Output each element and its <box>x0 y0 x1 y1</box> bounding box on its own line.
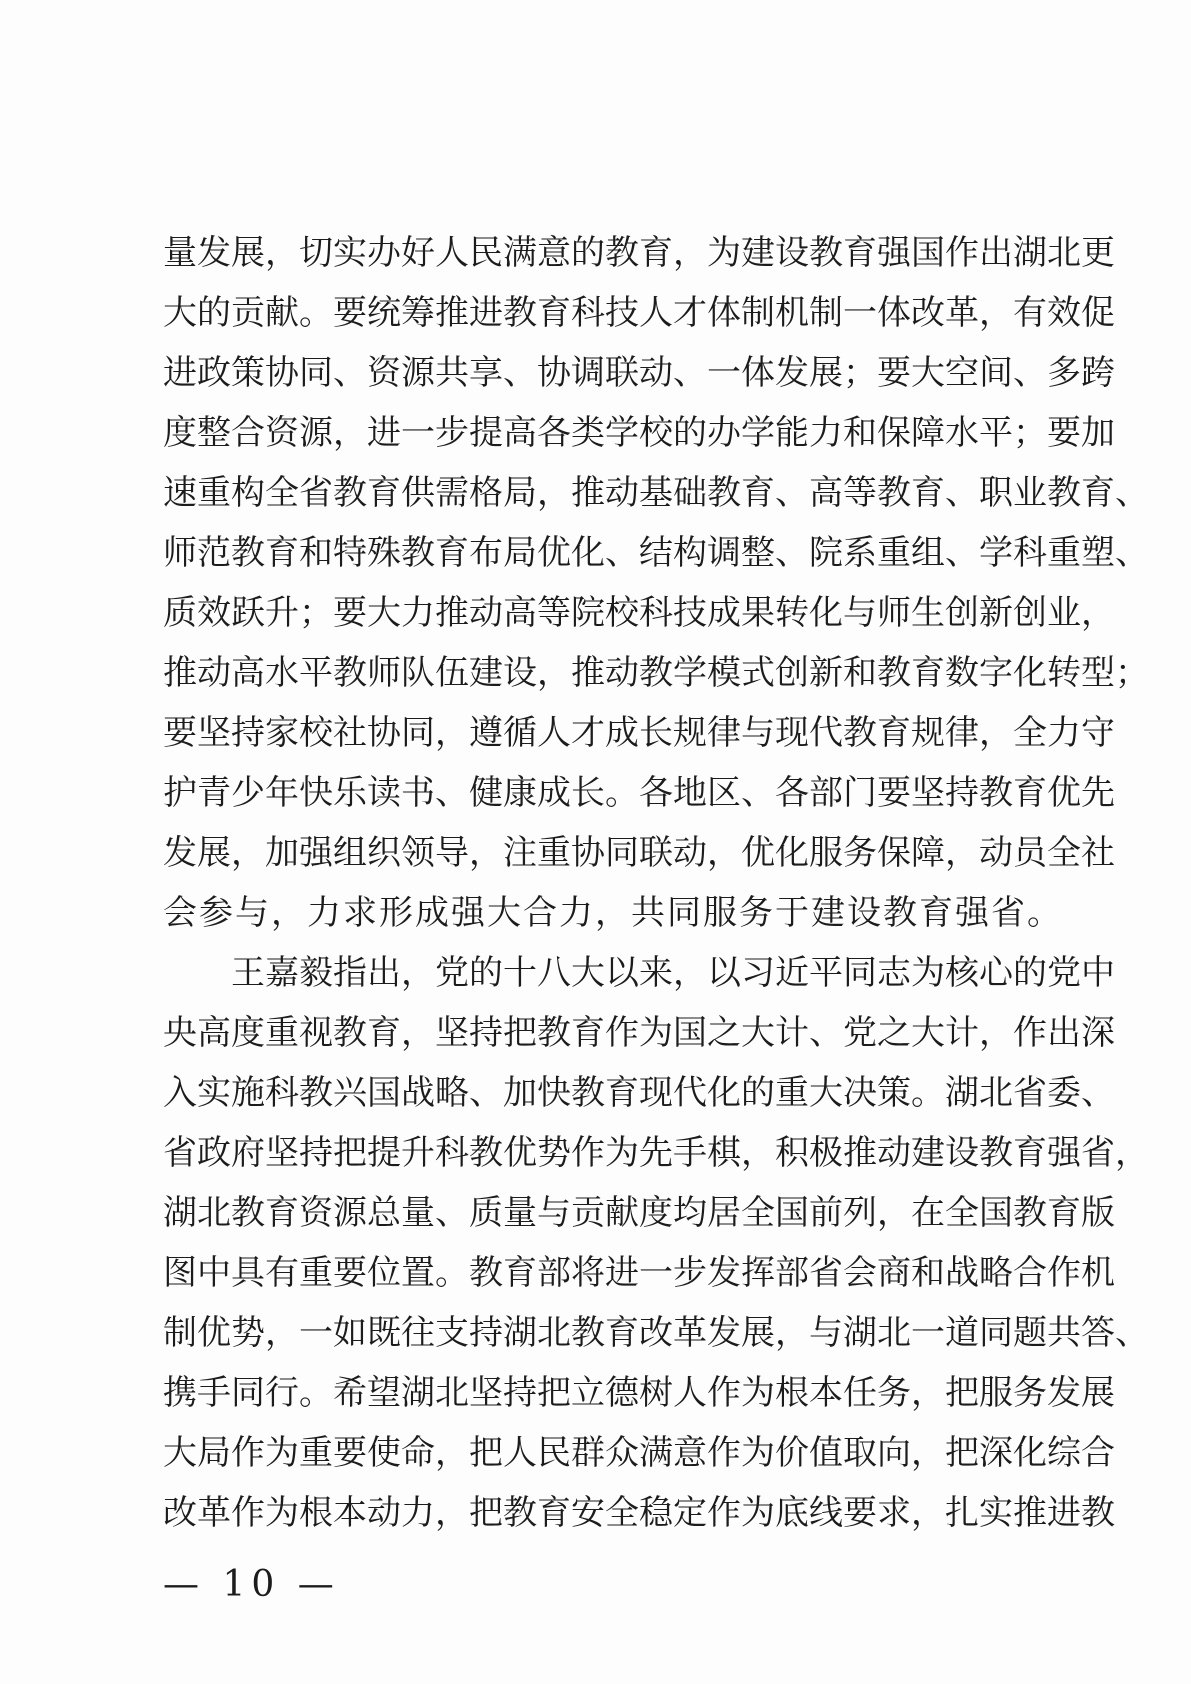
text-line: 推动高水平教师队伍建设，推动教学模式创新和教育数字化转型； <box>163 653 1149 693</box>
text-line: 师范教育和特殊教育布局优化、结构调整、院系重组、学科重塑、 <box>163 533 1149 573</box>
text-line: 制优势，一如既往支持湖北教育改革发展，与湖北一道同题共答、 <box>163 1313 1149 1353</box>
text-line: 进政策协同、资源共享、协调联动、一体发展；要大空间、多跨 <box>163 353 1115 393</box>
text-line: 发展，加强组织领导，注重协同联动，优化服务保障，动员全社 <box>163 833 1115 873</box>
text-line: 度整合资源，进一步提高各类学校的办学能力和保障水平；要加 <box>163 413 1115 453</box>
text-line: 质效跃升；要大力推动高等院校科技成果转化与师生创新创业， <box>163 593 1115 633</box>
text-line: 护青少年快乐读书、健康成长。各地区、各部门要坚持教育优先 <box>163 773 1115 813</box>
text-line: 携手同行。希望湖北坚持把立德树人作为根本任务，把服务发展 <box>163 1373 1115 1413</box>
text-line: 会参与，力求形成强大合力，共同服务于建设教育强省。 <box>163 893 1063 933</box>
page-number: — 10 — <box>163 1564 340 1605</box>
text-line: 央高度重视教育，坚持把教育作为国之大计、党之大计，作出深 <box>163 1013 1115 1053</box>
text-line: 大的贡献。要统筹推进教育科技人才体制机制一体改革，有效促 <box>163 293 1115 333</box>
text-line: 量发展，切实办好人民满意的教育，为建设教育强国作出湖北更 <box>163 233 1115 273</box>
text-line: 省政府坚持把提升科教优势作为先手棋，积极推动建设教育强省， <box>163 1133 1149 1173</box>
text-line: 入实施科教兴国战略、加快教育现代化的重大决策。湖北省委、 <box>163 1073 1115 1113</box>
text-line: 王嘉毅指出，党的十八大以来，以习近平同志为核心的党中 <box>231 953 1115 993</box>
text-line: 图中具有重要位置。教育部将进一步发挥部省会商和战略合作机 <box>163 1253 1115 1293</box>
text-line: 大局作为重要使命，把人民群众满意作为价值取向，把深化综合 <box>163 1433 1115 1473</box>
text-line: 要坚持家校社协同，遵循人才成长规律与现代教育规律，全力守 <box>163 713 1115 753</box>
text-line: 速重构全省教育供需格局，推动基础教育、高等教育、职业教育、 <box>163 473 1149 513</box>
text-line: 湖北教育资源总量、质量与贡献度均居全国前列，在全国教育版 <box>163 1193 1115 1233</box>
text-line: 改革作为根本动力，把教育安全稳定作为底线要求，扎实推进教 <box>163 1493 1115 1533</box>
